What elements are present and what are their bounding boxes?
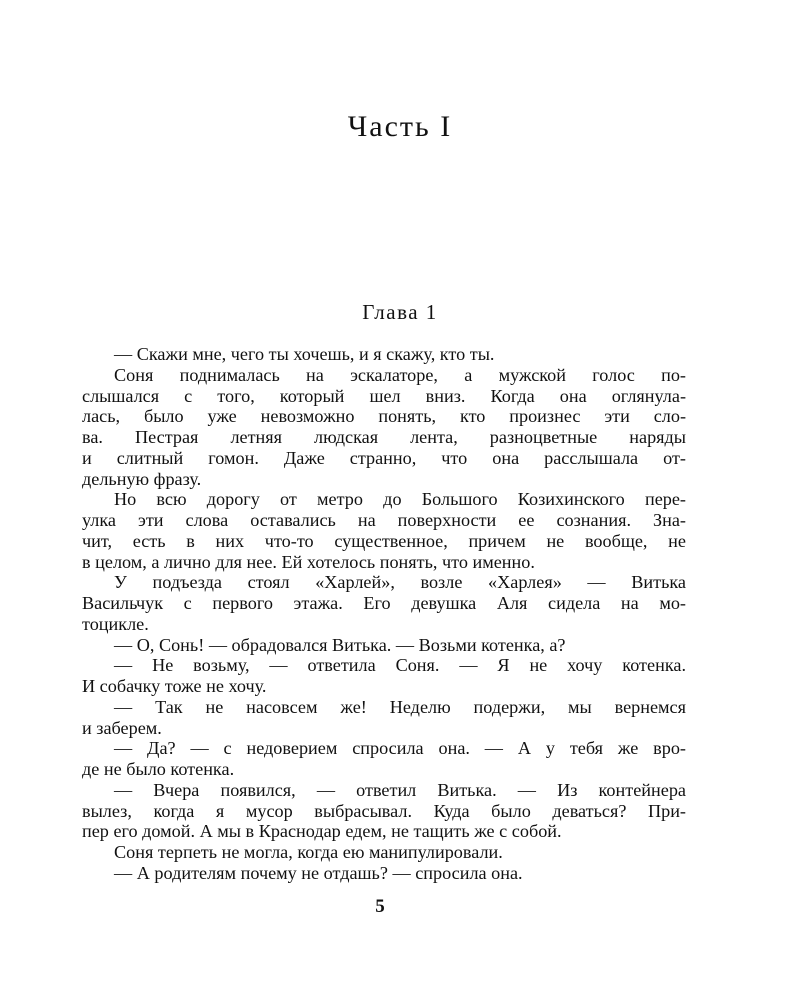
chapter-text bbox=[82, 344, 686, 884]
text-line: чит, есть в них что-то существенное, причем не вообще, не bbox=[82, 530, 686, 551]
text-line: Соня поднималась на эскалаторе, а мужской голос по- bbox=[114, 364, 686, 385]
text-line: дельную фразу. bbox=[82, 468, 202, 489]
paragraph bbox=[82, 655, 686, 697]
paragraph bbox=[82, 842, 686, 863]
text-line: вылез, когда я мусор выбрасывал. Куда было деваться? При- bbox=[82, 800, 686, 821]
paragraph bbox=[82, 572, 686, 634]
text-line: — Да? — с недоверием спросила она. — А у тебя же вро- bbox=[114, 738, 686, 759]
text-line: тоцикле. bbox=[82, 613, 149, 634]
text-line: в целом, а лично для нее. Ей хотелось понять, что именно. bbox=[82, 551, 535, 572]
text-line: и заберем. bbox=[82, 717, 162, 738]
chapter-title: Глава 1 bbox=[362, 300, 438, 324]
paragraph bbox=[82, 738, 686, 780]
text-line: слышался с того, который шел вниз. Когда она оглянула- bbox=[82, 385, 686, 406]
text-line: лась, было уже невозможно понять, кто произнес эти сло- bbox=[82, 406, 686, 427]
part-title: Часть I bbox=[347, 110, 453, 143]
text-line: и слитный гомон. Даже странно, что она расслышала от- bbox=[82, 447, 686, 468]
text-line: улка эти слова оставались на поверхности ее сознания. Зна- bbox=[82, 510, 686, 530]
text-line: — Так не насовсем же! Неделю подержи, мы вернемся bbox=[114, 696, 686, 717]
page-number: 5 bbox=[375, 896, 385, 917]
text-line: — Скажи мне, чего ты хочешь, и я скажу, кто ты. bbox=[114, 344, 495, 364]
paragraph bbox=[82, 635, 686, 656]
paragraph bbox=[82, 863, 686, 884]
paragraph bbox=[82, 697, 686, 739]
text-line: У подъезда стоял «Харлей», возле «Харлея» — Витька bbox=[114, 572, 686, 593]
text-line: — Не возьму, — ответила Соня. — Я не хочу котенка. bbox=[114, 655, 686, 676]
text-line: Васильчук с первого этажа. Его девушка Аля сидела на мо- bbox=[82, 593, 686, 613]
paragraph bbox=[82, 344, 686, 365]
text-line: пер его домой. А мы в Краснодар едем, не тащить же с собой. bbox=[82, 821, 562, 842]
text-line: И собачку тоже не хочу. bbox=[82, 676, 267, 696]
paragraph bbox=[82, 780, 686, 842]
paragraph bbox=[82, 489, 686, 572]
text-line: Соня терпеть не могла, когда ею манипулировали. bbox=[114, 842, 503, 862]
paragraph bbox=[82, 365, 686, 490]
text-line: де не было котенка. bbox=[82, 759, 235, 779]
text-line: — О, Сонь! — обрадовался Витька. — Возьми котенка, а? bbox=[114, 634, 566, 655]
text-line: — А родителям почему не отдашь? — спросила она. bbox=[114, 862, 523, 883]
text-line: — Вчера появился, — ответил Витька. — Из контейнера bbox=[114, 779, 686, 800]
text-line: ва. Пестрая летняя людская лента, разноцветные наряды bbox=[82, 427, 686, 447]
text-line: Но всю дорогу от метро до Большого Козихинского пере- bbox=[114, 489, 686, 510]
